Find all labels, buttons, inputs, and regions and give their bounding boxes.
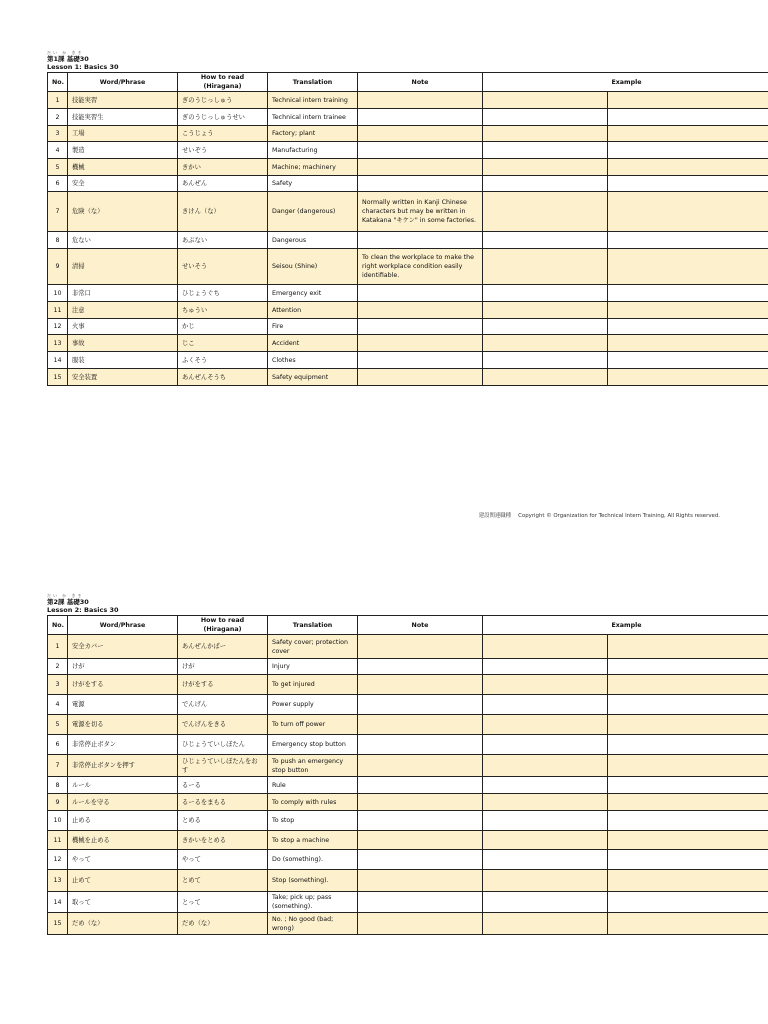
table-row	[48, 850, 768, 870]
table-row	[48, 302, 768, 319]
cell-example-2	[608, 352, 768, 369]
cell-word: 危ない	[68, 232, 178, 249]
table-row	[48, 777, 768, 794]
cell-word: 安全	[68, 176, 178, 192]
cell-example-2	[608, 715, 768, 735]
cell-example-2	[608, 335, 768, 352]
cell-example-1	[483, 285, 608, 302]
cell-example-1	[483, 302, 608, 319]
cell-translation: Danger (dangerous)	[268, 192, 358, 232]
cell-word: 火事	[68, 319, 178, 335]
cell-reading: じこ	[178, 335, 268, 352]
cell-word: 安全カバー	[68, 635, 178, 659]
cell-example-2	[608, 249, 768, 285]
lesson-1-table-body	[48, 92, 768, 386]
cell-translation: Factory; plant	[268, 126, 358, 142]
cell-reading: こうじょう	[178, 126, 268, 142]
cell-note	[358, 850, 483, 870]
cell-example-1	[483, 870, 608, 892]
cell-example-1	[483, 352, 608, 369]
cell-reading: けがをする	[178, 675, 268, 695]
cell-reading: ぎのうじっしゅう	[178, 92, 268, 109]
header-translation: Translation	[268, 73, 358, 92]
cell-example-1	[483, 192, 608, 232]
cell-word: やって	[68, 850, 178, 870]
cell-word: 服装	[68, 352, 178, 369]
cell-reading: せいそう	[178, 249, 268, 285]
cell-word: 電源	[68, 695, 178, 715]
cell-note	[358, 176, 483, 192]
cell-no: 2	[48, 109, 68, 126]
header-reading: How to read (Hiragana)	[178, 616, 268, 635]
cell-example-2	[608, 92, 768, 109]
cell-word: 機械を止める	[68, 831, 178, 850]
cell-word: 非常停止ボタンを押す	[68, 755, 178, 777]
header-no: No.	[48, 616, 68, 635]
cell-reading: あんぜんかばー	[178, 635, 268, 659]
lesson-1-title-jp: 第1課 基礎30	[47, 55, 89, 63]
cell-note	[358, 285, 483, 302]
header-example: Example	[483, 73, 768, 92]
cell-word: けが	[68, 659, 178, 675]
table-row	[48, 335, 768, 352]
lesson-2-ruby: だい か きそ	[47, 593, 84, 598]
cell-translation: No. ; No good (bad; wrong)	[268, 913, 358, 935]
cell-example-1	[483, 659, 608, 675]
lesson-2-title-jp: 第2課 基礎30	[47, 598, 89, 606]
cell-note: Normally written in Kanji Chinese characters but may be written in Katakana "キケン" in some factories.	[358, 192, 483, 232]
cell-translation: Attention	[268, 302, 358, 319]
cell-example-2	[608, 232, 768, 249]
cell-example-2	[608, 675, 768, 695]
cell-note	[358, 913, 483, 935]
table-row	[48, 352, 768, 369]
cell-no: 9	[48, 794, 68, 811]
cell-example-1	[483, 335, 608, 352]
cell-translation: Safety	[268, 176, 358, 192]
cell-note	[358, 777, 483, 794]
table-row	[48, 892, 768, 913]
cell-note	[358, 831, 483, 850]
cell-example-1	[483, 635, 608, 659]
cell-note	[358, 159, 483, 176]
cell-note	[358, 635, 483, 659]
table-row	[48, 715, 768, 735]
cell-no: 11	[48, 302, 68, 319]
cell-reading: でんげん	[178, 695, 268, 715]
cell-example-1	[483, 92, 608, 109]
table-row	[48, 232, 768, 249]
header-word: Word/Phrase	[68, 73, 178, 92]
cell-reading: あぶない	[178, 232, 268, 249]
cell-translation: Manufacturing	[268, 142, 358, 159]
cell-reading: るーる	[178, 777, 268, 794]
cell-reading: せいぞう	[178, 142, 268, 159]
cell-note	[358, 369, 483, 386]
cell-example-2	[608, 126, 768, 142]
cell-note	[358, 142, 483, 159]
cell-example-2	[608, 635, 768, 659]
cell-no: 7	[48, 192, 68, 232]
cell-example-2	[608, 695, 768, 715]
cell-no: 6	[48, 735, 68, 755]
cell-translation: Emergency stop button	[268, 735, 358, 755]
cell-reading: でんげんをきる	[178, 715, 268, 735]
cell-reading: あんぜんそうち	[178, 369, 268, 386]
cell-example-2	[608, 755, 768, 777]
cell-example-2	[608, 777, 768, 794]
lesson-2-table	[47, 615, 768, 935]
table-row	[48, 635, 768, 659]
cell-example-1	[483, 777, 608, 794]
cell-no: 4	[48, 142, 68, 159]
table-row	[48, 285, 768, 302]
cell-no: 2	[48, 659, 68, 675]
cell-no: 9	[48, 249, 68, 285]
cell-translation: To get injured	[268, 675, 358, 695]
cell-word: ルールを守る	[68, 794, 178, 811]
cell-translation: Stop (something).	[268, 870, 358, 892]
cell-example-1	[483, 850, 608, 870]
table-row	[48, 92, 768, 109]
cell-no: 6	[48, 176, 68, 192]
table-row	[48, 913, 768, 935]
lesson-1-title-en: Lesson 1: Basics 30	[47, 63, 119, 71]
cell-reading: ひじょうぐち	[178, 285, 268, 302]
cell-no: 15	[48, 369, 68, 386]
cell-no: 10	[48, 811, 68, 831]
copyright-footer: 建設関連職種 Copyright © Organization for Technical Intern Training, All Rights reserved.	[478, 513, 720, 519]
cell-note	[358, 675, 483, 695]
cell-no: 8	[48, 777, 68, 794]
cell-word: 電源を切る	[68, 715, 178, 735]
cell-example-2	[608, 913, 768, 935]
table-row	[48, 319, 768, 335]
cell-example-1	[483, 675, 608, 695]
cell-reading: ひじょうていしぼたん	[178, 735, 268, 755]
cell-translation: Dangerous	[268, 232, 358, 249]
cell-example-2	[608, 831, 768, 850]
table-row	[48, 695, 768, 715]
cell-reading: ぎのうじっしゅうせい	[178, 109, 268, 126]
table-row	[48, 675, 768, 695]
cell-example-1	[483, 735, 608, 755]
header-word: Word/Phrase	[68, 616, 178, 635]
cell-translation: Rule	[268, 777, 358, 794]
cell-example-1	[483, 755, 608, 777]
cell-word: 技能実習	[68, 92, 178, 109]
cell-example-1	[483, 249, 608, 285]
table-row	[48, 192, 768, 232]
cell-translation: Technical intern training	[268, 92, 358, 109]
cell-note	[358, 870, 483, 892]
cell-note	[358, 755, 483, 777]
cell-no: 4	[48, 695, 68, 715]
table-row	[48, 659, 768, 675]
cell-reading: るーるをまもる	[178, 794, 268, 811]
header-note: Note	[358, 616, 483, 635]
cell-note	[358, 695, 483, 715]
cell-word: 工場	[68, 126, 178, 142]
cell-note	[358, 92, 483, 109]
cell-word: 清掃	[68, 249, 178, 285]
cell-note	[358, 794, 483, 811]
cell-note	[358, 232, 483, 249]
cell-example-1	[483, 811, 608, 831]
cell-translation: Safety equipment	[268, 369, 358, 386]
cell-reading: きかいをとめる	[178, 831, 268, 850]
cell-translation: To stop a machine	[268, 831, 358, 850]
cell-translation: Emergency exit	[268, 285, 358, 302]
cell-reading: だめ（な）	[178, 913, 268, 935]
table-row	[48, 249, 768, 285]
cell-word: 製造	[68, 142, 178, 159]
cell-word: 取って	[68, 892, 178, 913]
table-row	[48, 811, 768, 831]
cell-note: To clean the workplace to make the right workplace condition easily identifiable.	[358, 249, 483, 285]
table-row	[48, 176, 768, 192]
cell-note	[358, 126, 483, 142]
cell-translation: Technical intern trainee	[268, 109, 358, 126]
table-header-row	[48, 616, 768, 635]
cell-word: 止める	[68, 811, 178, 831]
cell-word: 安全装置	[68, 369, 178, 386]
cell-note	[358, 335, 483, 352]
cell-no: 11	[48, 831, 68, 850]
cell-example-1	[483, 126, 608, 142]
table-row	[48, 831, 768, 850]
cell-no: 3	[48, 675, 68, 695]
cell-no: 5	[48, 715, 68, 735]
table-row	[48, 870, 768, 892]
header-no: No.	[48, 73, 68, 92]
table-header-row	[48, 73, 768, 92]
header-note: Note	[358, 73, 483, 92]
cell-example-2	[608, 319, 768, 335]
lesson-1-ruby: だい か きそ	[47, 50, 84, 55]
cell-translation: Seisou (Shine)	[268, 249, 358, 285]
cell-note	[358, 109, 483, 126]
cell-example-2	[608, 285, 768, 302]
cell-example-2	[608, 142, 768, 159]
cell-translation: Injury	[268, 659, 358, 675]
cell-example-1	[483, 319, 608, 335]
cell-no: 13	[48, 335, 68, 352]
cell-no: 10	[48, 285, 68, 302]
table-row	[48, 126, 768, 142]
cell-example-1	[483, 892, 608, 913]
cell-translation: To stop	[268, 811, 358, 831]
cell-translation: Clothes	[268, 352, 358, 369]
cell-note	[358, 715, 483, 735]
cell-example-2	[608, 735, 768, 755]
cell-example-2	[608, 811, 768, 831]
table-row	[48, 369, 768, 386]
cell-reading: あんぜん	[178, 176, 268, 192]
cell-no: 1	[48, 92, 68, 109]
cell-word: 技能実習生	[68, 109, 178, 126]
cell-note	[358, 352, 483, 369]
cell-reading: とめて	[178, 870, 268, 892]
cell-example-2	[608, 109, 768, 126]
cell-reading: かじ	[178, 319, 268, 335]
cell-no: 14	[48, 892, 68, 913]
cell-example-1	[483, 176, 608, 192]
cell-example-2	[608, 870, 768, 892]
cell-translation: Machine; machinery	[268, 159, 358, 176]
table-row	[48, 735, 768, 755]
cell-note	[358, 319, 483, 335]
cell-word: ルール	[68, 777, 178, 794]
cell-reading: けが	[178, 659, 268, 675]
lesson-2-table-body	[48, 635, 768, 935]
cell-no: 12	[48, 319, 68, 335]
cell-example-1	[483, 913, 608, 935]
cell-word: 事故	[68, 335, 178, 352]
cell-no: 12	[48, 850, 68, 870]
cell-translation: Fire	[268, 319, 358, 335]
cell-example-1	[483, 109, 608, 126]
cell-example-2	[608, 176, 768, 192]
table-row	[48, 755, 768, 777]
cell-note	[358, 892, 483, 913]
cell-reading: ちゅうい	[178, 302, 268, 319]
cell-no: 1	[48, 635, 68, 659]
cell-note	[358, 302, 483, 319]
cell-example-2	[608, 159, 768, 176]
cell-no: 7	[48, 755, 68, 777]
cell-no: 3	[48, 126, 68, 142]
header-translation: Translation	[268, 616, 358, 635]
cell-word: 注意	[68, 302, 178, 319]
cell-example-1	[483, 159, 608, 176]
cell-example-1	[483, 232, 608, 249]
table-row	[48, 109, 768, 126]
cell-translation: To comply with rules	[268, 794, 358, 811]
table-row	[48, 794, 768, 811]
cell-reading: ひじょうていしぼたんをおす	[178, 755, 268, 777]
cell-translation: Power supply	[268, 695, 358, 715]
cell-word: けがをする	[68, 675, 178, 695]
cell-example-1	[483, 831, 608, 850]
cell-example-1	[483, 369, 608, 386]
cell-translation: Take; pick up; pass (something).	[268, 892, 358, 913]
table-row	[48, 142, 768, 159]
cell-reading: きけん（な）	[178, 192, 268, 232]
cell-example-1	[483, 794, 608, 811]
cell-example-2	[608, 659, 768, 675]
cell-example-2	[608, 192, 768, 232]
cell-translation: Do (something).	[268, 850, 358, 870]
cell-no: 13	[48, 870, 68, 892]
cell-example-2	[608, 794, 768, 811]
cell-translation: To push an emergency stop button	[268, 755, 358, 777]
cell-no: 14	[48, 352, 68, 369]
cell-example-2	[608, 850, 768, 870]
cell-word: だめ（な）	[68, 913, 178, 935]
cell-no: 8	[48, 232, 68, 249]
cell-example-2	[608, 892, 768, 913]
cell-reading: やって	[178, 850, 268, 870]
cell-word: 非常口	[68, 285, 178, 302]
cell-example-2	[608, 369, 768, 386]
lesson-2-section	[47, 593, 768, 935]
cell-note	[358, 659, 483, 675]
header-example: Example	[483, 616, 768, 635]
cell-reading: とって	[178, 892, 268, 913]
cell-word: 機械	[68, 159, 178, 176]
header-reading: How to read (Hiragana)	[178, 73, 268, 92]
lesson-2-title-en: Lesson 2: Basics 30	[47, 606, 119, 614]
cell-no: 15	[48, 913, 68, 935]
cell-reading: きかい	[178, 159, 268, 176]
cell-word: 非常停止ボタン	[68, 735, 178, 755]
cell-example-1	[483, 142, 608, 159]
cell-word: 危険（な）	[68, 192, 178, 232]
cell-reading: とめる	[178, 811, 268, 831]
cell-example-1	[483, 715, 608, 735]
cell-no: 5	[48, 159, 68, 176]
table-row	[48, 159, 768, 176]
lesson-1-section	[47, 50, 768, 386]
cell-translation: To turn off power	[268, 715, 358, 735]
cell-translation: Accident	[268, 335, 358, 352]
cell-word: 止めて	[68, 870, 178, 892]
cell-example-2	[608, 302, 768, 319]
cell-note	[358, 735, 483, 755]
lesson-1-table	[47, 72, 768, 386]
cell-note	[358, 811, 483, 831]
cell-example-1	[483, 695, 608, 715]
cell-reading: ふくそう	[178, 352, 268, 369]
cell-translation: Safety cover; protection cover	[268, 635, 358, 659]
